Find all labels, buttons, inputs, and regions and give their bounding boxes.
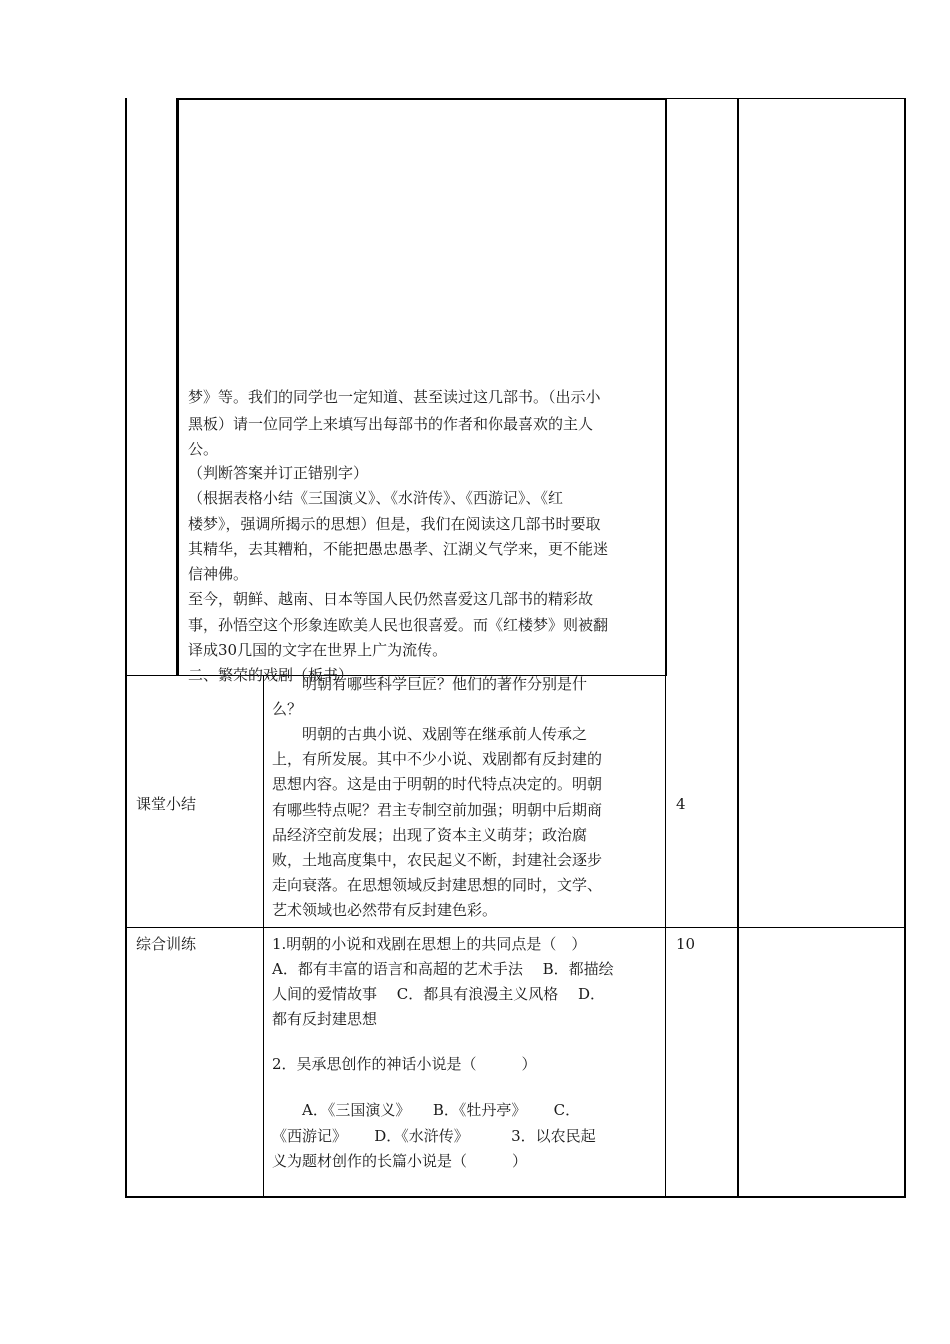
summary-minutes: 4 [676,795,686,813]
upper-line-6: 楼梦》，强调所揭示的思想）但是，我们在阅读这几部书时要取 [188,515,601,533]
row-divider-middle [125,927,905,928]
training-line-9: 《西游记》 D．《水浒传》 3．以农民起 [272,1127,596,1145]
upper-line-12: 二、繁荣的戏剧（板书） [188,666,354,684]
table-border-left [125,98,127,1198]
summary-line-1: 明朝有哪些科学巨匠？他们的著作分别是什 [272,675,588,693]
summary-line-8: 败，土地高度集中，农民起义不断，封建社会逐步 [272,851,603,869]
training-line-10: 义为题材创作的长篇小说是（ ） [272,1152,528,1170]
upper-line-5: （根据表格小结《三国演义》、《水浒传》、《西游记》、《红 [188,489,564,507]
upper-line-11: 译成30几国的文字在世界上广为流传。 [188,641,448,659]
training-line-2: A．都有丰富的语言和高超的艺术手法 B．都描绘 [272,960,614,978]
summary-line-10: 艺术领域也必然带有反封建色彩。 [272,901,498,919]
training-line-4: 都有反封建思想 [272,1010,378,1028]
training-line-1: 1.明朝的小说和戏剧在思想上的共同点是（ ） [272,935,587,953]
table-time-right [737,98,739,1198]
table-content-right-lower [665,675,666,1198]
table-label-right [263,675,264,1198]
upper-line-1: 梦》等。我们的同学也一定知道、甚至读过这几部书。（出示小 [188,388,601,406]
summary-line-6: 有哪些特点呢？君主专制空前加强；明朝中后期商 [272,801,603,819]
summary-line-5: 思想内容。这是由于明朝的时代特点决定的。明朝 [272,775,603,793]
table-border-bottom [125,1196,906,1198]
table-border-right [904,98,906,1198]
row-divider-upper-left [125,675,178,676]
upper-line-10: 事，孙悟空这个形象连欧美人民也很喜爱。而《红楼梦》则被翻 [188,616,609,634]
table-border-top-right [666,98,906,99]
training-line-8: A．《三国演义》 B．《牡丹亭》 C． [272,1101,581,1119]
upper-line-2: 黑板）请一位同学上来填写出每部书的作者和你最喜欢的主人 [188,415,594,433]
upper-line-7: 其精华，去其糟粕，不能把愚忠愚孝、江湖义气学来，更不能迷 [188,540,609,558]
training-minutes: 10 [676,935,696,953]
table-content-right-upper [665,98,667,676]
summary-line-4: 上，有所发展。其中不少小说、戏剧都有反封建的 [272,750,603,768]
upper-line-3: 公。 [188,440,219,458]
summary-line-3: 明朝的古典小说、戏剧等在继承前人传承之 [272,725,588,743]
training-label: 综合训练 [136,935,197,953]
table-inner-left-upper [176,98,179,676]
upper-line-4: （判断答案并订正错别字） [188,464,369,482]
summary-label: 课堂小结 [136,795,197,813]
summary-line-9: 走向衰落。在思想领域反封建思想的同时，文学、 [272,876,603,894]
training-line-6: 2．吴承思创作的神话小说是（ ） [272,1055,537,1073]
table-border-top-content [178,98,666,100]
training-line-3: 人间的爱情故事 C．都具有浪漫主义风格 D． [272,985,606,1003]
upper-line-8: 信神佛。 [188,565,249,583]
summary-line-7: 品经济空前发展；出现了资本主义萌芽；政治腐 [272,826,588,844]
upper-line-9: 至今，朝鲜、越南、日本等国人民仍然喜爱这几部书的精彩故 [188,590,594,608]
summary-line-2: 么？ [272,700,303,718]
